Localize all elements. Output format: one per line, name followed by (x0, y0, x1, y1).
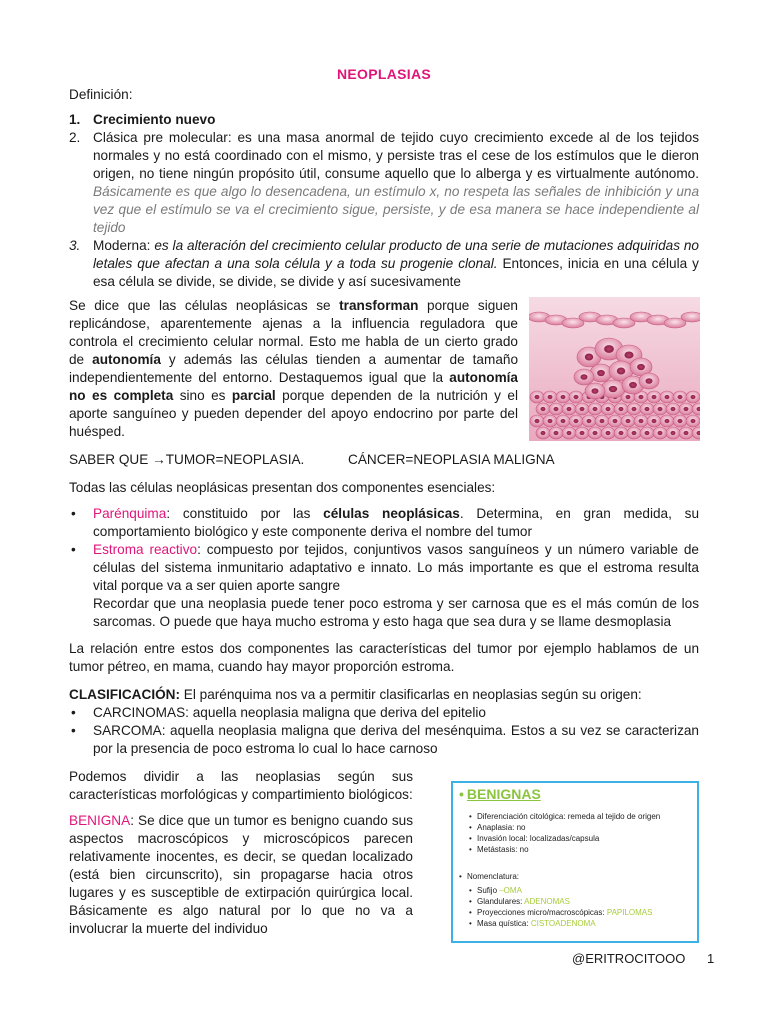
definition-item-3: 3. Moderna: es la alteración del crecimiento celular producto de una serie de mutaciones adquiridas no letales que afectan a una sola célula y a toda su progenie clonal. Entonces, inicia en una célula y esa célula se divide, se divide, se divide y así sucesivamente (69, 238, 699, 289)
cell-nucleus (604, 345, 614, 353)
cell-nucleus (684, 407, 689, 411)
cell-nucleus (600, 419, 605, 423)
cell-nucleus (671, 407, 676, 411)
page-footer (572, 950, 714, 968)
list-item: • Sufijo –OMA (469, 885, 652, 896)
cell-nucleus (658, 407, 663, 411)
list-item: • Estroma reactivo: compuesto por tejidos, conjuntivos vasos sanguíneos y un número variable de células del sistema inmunitario adaptativo e innato. Lo más importante es que el estroma resulta vital porque va a ser quien aporte sangre Recordar que una neoplasia puede tener poco estroma y ser carnosa que es el más común de los sarcomas. O puede que haya mucho estroma y esto haga que sea dura y se llame desmoplasia (71, 542, 699, 629)
saber-line: SABER QUE →TUMOR=NEOPLASIA. CÁNCER=NEOPLASIA MALIGNA (69, 452, 555, 467)
benign-nomenclature (469, 885, 652, 929)
list-item: • Masa quística: CISTOADENOMA (469, 918, 652, 929)
list-item: • Diferenciación citológica: remeda al tejido de origen (469, 811, 660, 822)
list-item: • Proyecciones micro/macroscópicas: PAPILOMAS (469, 907, 652, 918)
cell-nucleus (609, 386, 617, 392)
cell-nucleus (691, 419, 696, 423)
cell-nucleus (678, 419, 683, 423)
cell-nucleus (541, 431, 546, 435)
cell-nucleus (658, 431, 663, 435)
classification-section: CLASIFICACIÓN: El parénquima nos va a permitir clasificarlas en neoplasias según su origen: • CARCINOMAS: aquella neoplasia maligna que deriva del epitelio • SARCOMA: aquella neoplasia maligna que deriva del mesénquima. Estos a su vez se caracterizan por la presencia de poco estroma lo cual lo hace carnoso (69, 687, 699, 756)
cell-nucleus (619, 407, 624, 411)
cell-nucleus (632, 431, 637, 435)
bullet-icon: • (71, 506, 76, 521)
cell-nucleus (626, 395, 631, 399)
list-item: • CARCINOMAS: aquella neoplasia maligna que deriva del epitelio (71, 705, 486, 720)
cell-nucleus (645, 407, 650, 411)
cell-nucleus (597, 370, 605, 376)
components-list (69, 505, 699, 631)
cell-nucleus (580, 407, 585, 411)
cell-nucleus (587, 419, 592, 423)
cell-nucleus (593, 431, 598, 435)
cell-nucleus (567, 407, 572, 411)
cell-nucleus (585, 354, 593, 361)
term-parenquima: Parénquima (93, 506, 167, 521)
bullet-icon: • (71, 542, 76, 557)
cell-nucleus (554, 431, 559, 435)
cell-nucleus (691, 395, 696, 399)
author-handle: @ERITROCITOOO (572, 951, 686, 966)
cell-nucleus (619, 431, 624, 435)
definition-label: Definición: (69, 87, 133, 102)
cell-nucleus (592, 388, 599, 394)
page-number: 1 (706, 951, 715, 966)
cell-nucleus (613, 419, 618, 423)
cell-nucleus (632, 407, 637, 411)
cell-nucleus (639, 395, 644, 399)
definition-text: Crecimiento nuevo (93, 112, 216, 127)
definition-item-2: 2. Clásica pre molecular: es una masa anormal de tejido cuyo crecimiento excede al de los tejidos normales y no está coordinado con el mismo, y persiste tras el cese de los estímulos que le dieron origen, no tiene ningún propósito útil, consume aquello que lo alberga y es virtualmente autónomo. Básicamente es que algo lo desencadena, un estímulo x, no respeta las señales de inhibición y una vez que el estímulo se va el crecimiento sigue, persiste, y de esa manera se hace independiente al tejido (69, 130, 699, 235)
definition-note: Básicamente es que algo lo desencadena, un estímulo x, no respeta las señales de inhibición y una vez que el estímulo se va el crecimiento sigue, persiste, y de esa manera se hace independiente al tejido (93, 184, 699, 235)
cell-nucleus (645, 431, 650, 435)
cell-nucleus (561, 395, 566, 399)
cell-nucleus (593, 407, 598, 411)
benign-summary-box (451, 781, 699, 943)
definition-item-1: 1. Crecimiento nuevo (69, 112, 216, 127)
cell-nucleus (535, 395, 540, 399)
cell-nucleus (617, 368, 625, 375)
cell-nucleus (652, 419, 657, 423)
components-intro: Todas las células neoplásicas presentan dos componentes esenciales: (69, 480, 496, 495)
cell-nucleus (665, 395, 670, 399)
definition-text: es la alteración del crecimiento celular producto de una serie de mutaciones adquiridas no letales que afectan a una sola célula y a toda su progenie clonal. (93, 238, 699, 271)
cell-nucleus (580, 431, 585, 435)
list-item: • Nomenclatura: (459, 871, 519, 882)
benign-features (469, 811, 660, 855)
cell-shape (681, 312, 700, 322)
cell-nucleus (646, 378, 653, 384)
list-item: • Glandulares: ADENOMAS (469, 896, 652, 907)
cell-nucleus (639, 419, 644, 423)
cell-nucleus (581, 374, 588, 380)
classification-label: CLASIFICACIÓN: (69, 687, 181, 702)
benign-box-heading: • BENIGNAS (459, 786, 541, 802)
cell-nucleus (684, 431, 689, 435)
cell-nucleus (626, 419, 631, 423)
list-item: • Metástasis: no (469, 844, 660, 855)
cell-nucleus (548, 395, 553, 399)
cell-nucleus (535, 419, 540, 423)
definition-list (69, 111, 699, 291)
term-estroma: Estroma reactivo (93, 542, 198, 557)
bullet-icon: • (71, 705, 76, 720)
bullet-icon: • (71, 723, 76, 738)
arrow-right-icon: → (152, 452, 166, 467)
list-item: • SARCOMA: aquella neoplasia maligna que deriva del mesénquima. Estos a su vez se caracterizan por la presencia de poco estroma lo cual lo hace carnoso (71, 723, 699, 756)
cell-nucleus (567, 431, 572, 435)
list-item: • Anaplasia: no (469, 822, 660, 833)
divide-paragraph: Podemos dividir a las neoplasias según sus características morfológicas y compartimiento biológicos: (69, 769, 413, 802)
cell-nucleus (629, 382, 637, 388)
benign-paragraph: BENIGNA: Se dice que un tumor es benigno cuando sus aspectos macroscópicos y microscópicos parecen relativamente inocentes, es decir, se quedan localizado (está bien circunscrito), sin propagarse hacia otros lugares y es susceptible de extirpación quirúrgica local. Básicamente es algo natural por lo que no va a involucrar la muerte del individuo (69, 813, 413, 936)
cell-nucleus (548, 419, 553, 423)
transform-paragraph: Se dice que las células neoplásicas se transforman porque siguen replicándose, aparentemente ajenas a la influencia reguladora que controla el crecimiento celular normal. Esto me habla de un cierto grado de autonomía y además las células tienden a aumentar de tamaño independientemente del entorno. Destaquemos igual que la autonomía no es completa sino es parcial porque dependen de la nutrición y el aporte sanguíneo y pueden depender del apoyo endocrino por parte del huésped. (69, 298, 519, 439)
cell-nucleus (554, 407, 559, 411)
cell-nucleus (606, 431, 611, 435)
cell-nucleus (671, 431, 676, 435)
bullet-icon: • (459, 786, 464, 802)
term-benigna: BENIGNA (69, 813, 131, 828)
cell-nucleus (574, 419, 579, 423)
cell-nucleus (637, 364, 645, 370)
cancer-definition: CÁNCER=NEOPLASIA MALIGNA (348, 452, 555, 467)
cell-nucleus (541, 407, 546, 411)
cell-nucleus (624, 352, 633, 359)
cell-nucleus (606, 407, 611, 411)
definition-text: Clásica pre molecular: es una masa anormal de tejido cuyo crecimiento excede al de los tejidos normales y no está coordinado con el mismo, y persiste tras el cese de los estímulos que le dieron origen, no tiene ningún propósito útil, consume aquello que lo alberga y es virtualmente autónomo. (93, 130, 699, 181)
cell-nucleus (678, 395, 683, 399)
list-item: • Invasión local: localizadas/capsula (469, 833, 660, 844)
cell-nucleus (652, 395, 657, 399)
page-title: NEOPLASIAS (336, 66, 431, 82)
cell-nucleus (665, 419, 670, 423)
benign-nomenclature-heading (459, 871, 519, 882)
cell-nucleus (574, 395, 579, 399)
neoplastic-cells-illustration (529, 297, 700, 441)
list-item: • Parénquima: constituido por las células neoplásicas. Determina, en gran medida, su comportamiento biológico y este componente deriva el nombre del tumor (71, 506, 700, 539)
cell-nucleus (561, 419, 566, 423)
relation-paragraph: La relación entre estos dos componentes las características del tumor por ejemplo hablamos de un tumor pétreo, en mama, cuando hay mayor proporción estroma. (69, 641, 699, 674)
